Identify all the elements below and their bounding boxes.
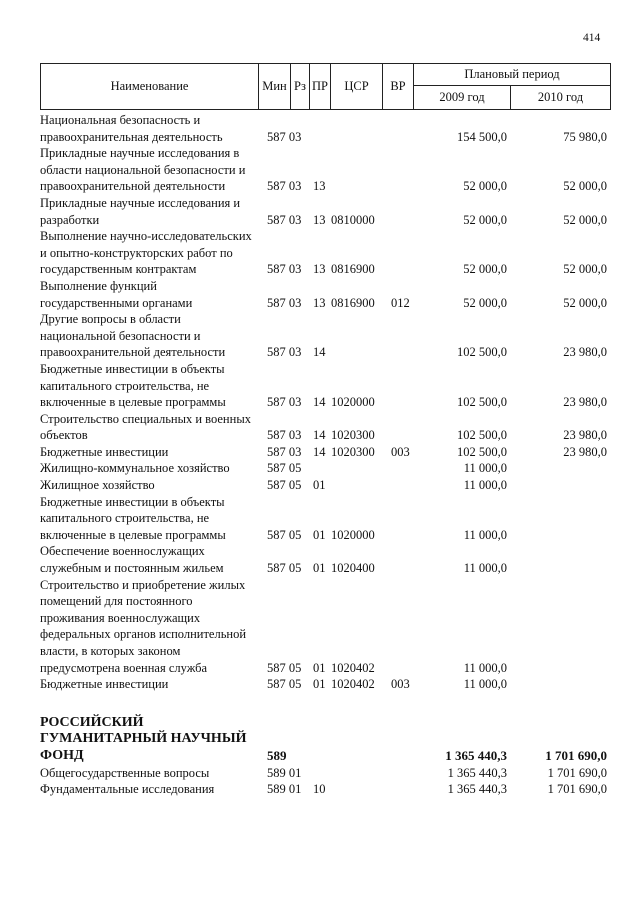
min-rz-code: 587 03 [267,129,302,144]
row-name: Национальная безопасность и правоохранительная деятельность [40,113,223,144]
row-name: Выполнение функций государственными органами [40,278,193,310]
csr-code: 1020400 [331,561,375,576]
min-rz-code: 587 05 [267,527,302,542]
csr-code: 1020300 [331,444,375,459]
pr-code: 01 [313,478,326,493]
csr-code: 1020000 [331,527,375,542]
vr-code: 012 [391,295,410,310]
value-2009: 11 000,0 [463,527,507,542]
row-name: Прикладные научные исследования в области национальной безопасности и правоохранительной деятельности [40,146,246,194]
table-row [0,411,640,444]
table-row [0,477,640,494]
value-2010: 23 980,0 [563,428,607,443]
row-name: Общегосударственные вопросы [40,765,210,780]
table-row [0,765,640,782]
row-name: Строительство специальных и военных объектов [40,411,251,443]
row-name: Обеспечение военнослужащих служебным и постоянным жильем [40,544,224,576]
value-2009: 52 000,0 [463,212,507,227]
table-row [0,361,640,411]
pr-code: 01 [313,660,326,675]
value-2009: 1 365 440,3 [445,747,507,763]
min-rz-code: 587 03 [267,395,302,410]
value-2010: 23 980,0 [563,345,607,360]
min-rz-code: 589 01 [267,782,302,797]
table-row [0,278,640,311]
value-2010: 75 980,0 [563,129,607,144]
value-2010: 1 701 690,0 [547,782,607,797]
table-row [0,145,640,195]
table-row [0,460,640,477]
header-min: Мин [258,64,290,109]
pr-code: 14 [313,444,326,459]
min-rz-code: 587 05 [267,660,302,675]
min-rz-code: 587 03 [267,295,302,310]
min-rz-code: 589 01 [267,765,302,780]
value-2009: 102 500,0 [457,444,507,459]
pr-code: 13 [313,179,326,194]
value-2010: 1 701 690,0 [547,765,607,780]
pr-code: 01 [313,677,326,692]
table-row [0,781,640,798]
value-2009: 154 500,0 [457,129,507,144]
pr-code: 14 [313,428,326,443]
header-rz: Рз [290,64,309,109]
header-plan-period: Плановый период [413,64,610,86]
row-name: Бюджетные инвестиции [40,444,169,459]
table-row [0,676,640,693]
pr-code: 10 [313,782,326,797]
csr-code: 1020000 [331,395,375,410]
vr-code: 003 [391,444,410,459]
pr-code: 13 [313,262,326,277]
value-2009: 52 000,0 [463,179,507,194]
row-name: Выполнение научно-исследовательских и опытно-конструкторских работ по государственным контрактам [40,229,252,277]
min-rz-code: 587 05 [267,461,302,476]
row-name: Жилищное хозяйство [40,478,155,493]
header-year-2010: 2010 год [510,86,610,109]
table-row [0,543,640,576]
value-2010: 52 000,0 [563,212,607,227]
min-rz-code: 587 03 [267,179,302,194]
row-name: Фундаментальные исследования [40,782,215,797]
pr-code: 01 [313,561,326,576]
table-row [0,195,640,228]
value-2010: 1 701 690,0 [545,747,607,763]
row-name: Бюджетные инвестиции в объекты капитального строительства, не включенные в целевые программы [40,361,226,410]
header-csr: ЦСР [330,64,382,109]
header-pr: ПР [309,64,330,109]
value-2010: 52 000,0 [563,262,607,277]
table-body [0,112,640,798]
value-2009: 11 000,0 [463,660,507,675]
value-2010: 52 000,0 [563,295,607,310]
value-2009: 52 000,0 [463,262,507,277]
value-2009: 11 000,0 [463,478,507,493]
pr-code: 01 [313,527,326,542]
row-name: Бюджетные инвестиции [40,677,169,692]
pr-code: 14 [313,395,326,410]
csr-code: 1020402 [331,660,375,675]
header-year-2009: 2009 год [413,86,510,109]
min-rz-code: 587 03 [267,345,302,360]
row-name: РОССИЙСКИЙ ГУМАНИТАРНЫЙ НАУЧНЫЙ ФОНД [40,714,247,763]
table-row [0,311,640,361]
value-2009: 1 365 440,3 [447,782,507,797]
pr-code: 13 [313,212,326,227]
csr-code: 1020300 [331,428,375,443]
row-name: Бюджетные инвестиции в объекты капитального строительства, не включенные в целевые программы [40,494,226,542]
value-2010: 23 980,0 [563,444,607,459]
row-name: Прикладные научные исследования и разработки [40,195,241,227]
header-name: Наименование [110,79,189,93]
min-rz-code: 587 05 [267,478,302,493]
page-number: 414 [583,32,601,44]
table-row [0,112,640,145]
table-row [0,577,640,677]
min-rz-code: 587 05 [267,561,302,576]
csr-code: 0816900 [331,262,375,277]
value-2010: 23 980,0 [563,395,607,410]
min-rz-code: 587 03 [267,212,302,227]
table-row [0,228,640,278]
value-2009: 52 000,0 [463,295,507,310]
table-row [0,494,640,544]
vr-code: 003 [391,677,410,692]
row-name: Строительство и приобретение жилых помещений для постоянного проживания военнослужащих федеральных органов исполнительной власти, в которых законом предусмотрена военная служба [40,577,247,675]
min-rz-code: 587 03 [267,262,302,277]
header-vr: ВР [382,64,413,109]
min-rz-code: 587 03 [267,444,302,459]
value-2009: 11 000,0 [463,677,507,692]
csr-code: 0810000 [331,212,375,227]
value-2009: 102 500,0 [457,395,507,410]
csr-code: 1020402 [331,677,375,692]
value-2009: 11 000,0 [463,561,507,576]
value-2009: 11 000,0 [463,461,507,476]
min-rz-code: 587 03 [267,428,302,443]
value-2009: 1 365 440,3 [447,765,507,780]
min-rz-code: 589 [267,747,287,763]
pr-code: 13 [313,295,326,310]
table-row [0,444,640,461]
table-header [40,63,611,110]
value-2009: 102 500,0 [457,345,507,360]
value-2009: 102 500,0 [457,428,507,443]
csr-code: 0816900 [331,295,375,310]
organization-row [0,715,640,765]
pr-code: 14 [313,345,326,360]
row-name: Жилищно-коммунальное хозяйство [40,461,230,476]
min-rz-code: 587 05 [267,677,302,692]
value-2010: 52 000,0 [563,179,607,194]
row-name: Другие вопросы в области национальной безопасности и правоохранительной деятельности [40,312,226,360]
